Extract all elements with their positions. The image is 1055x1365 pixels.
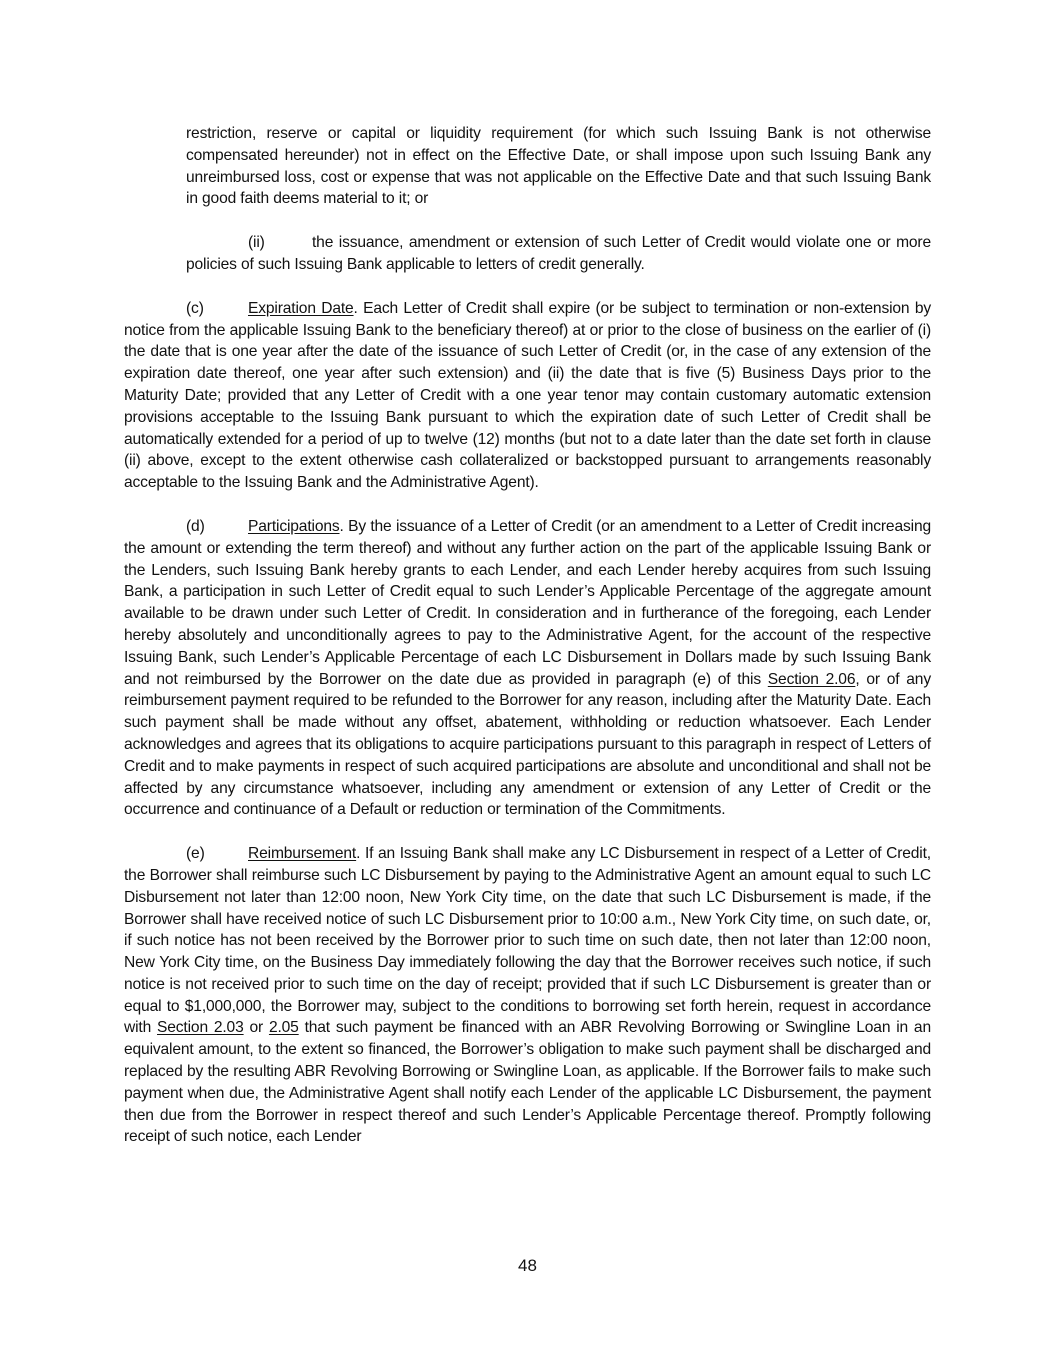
section-e-reference-2: 2.05 bbox=[268, 1019, 299, 1037]
section-d-text-2: , or of any reimbursement payment required to be refunded to the Borrower for any reason, including after the Maturity Date. Each such payment shall be made without any offset, abatement, withholding or reduction whatsoever. Each Lender acknowledges and agrees that its obligations to acquire participations pursuant to this paragraph in respect of Letters of Credit and to make payments in respect of such acquired participations are absolute and unconditional and shall not be affected by any circumstance whatsoever, including any amendment or extension of any Letter of Credit or the occurrence and continuance of a Default or reduction or termination of the Commitments. bbox=[124, 670, 931, 819]
document-body bbox=[124, 123, 931, 1148]
section-e-text-2: or bbox=[243, 1019, 269, 1037]
section-e-heading: Reimbursement bbox=[248, 845, 357, 863]
page-number: 48 bbox=[518, 1256, 537, 1275]
section-e-reference-1: Section 2.03 bbox=[157, 1019, 244, 1037]
section-d-heading: Participations bbox=[248, 517, 340, 535]
item-ii-label: (ii) bbox=[248, 234, 265, 252]
item-ii-paragraph bbox=[186, 232, 931, 276]
section-c-paragraph bbox=[124, 298, 931, 494]
section-d-reference: Section 2.06 bbox=[767, 670, 856, 688]
section-c-label: (c) bbox=[186, 299, 204, 317]
section-c-heading: Expiration Date bbox=[248, 299, 354, 317]
continuation-paragraph: restriction, reserve or capital or liquidity requirement (for which such Issuing Bank is not otherwise compensated hereunder) not in effect on the Effective Date, or shall impose upon such Issuing Bank any unreimbursed loss, cost or expense that was not applicable on the Effective Date and that such Issuing Bank in good faith deems material to it; or bbox=[186, 125, 931, 208]
section-e-paragraph bbox=[124, 843, 931, 1148]
item-ii-text: the issuance, amendment or extension of such Letter of Credit would violate one or more policies of such Issuing Bank applicable to letters of credit generally. bbox=[186, 234, 931, 273]
section-e-text-3: that such payment be financed with an ABR Revolving Borrowing or Swingline Loan in an equivalent amount, to the extent so financed, the Borrower’s obligation to make such payment shall be discharged and replaced by the resulting ABR Revolving Borrowing or Swingline Loan, as applicable. If the Borrower fails to make such payment when due, the Administrative Agent shall notify each Lender of the applicable LC Disbursement, the payment then due from the Borrower in respect thereof and such Lender’s Applicable Percentage thereof. Promptly following receipt of such notice, each Lender bbox=[124, 1019, 931, 1146]
section-e-label: (e) bbox=[186, 845, 205, 863]
section-d-paragraph bbox=[124, 516, 931, 821]
section-c-text: . Each Letter of Credit shall expire (or be subject to termination or non-extension by notice from the applicable Issuing Bank to the beneficiary thereof) at or prior to the close of business on the earlier of (i) the date that is one year after the date of the issuance of such Letter of Credit (or, in the case of any extension of the expiration date thereof, one year after such extension) and (ii) the date that is five (5) Business Days prior to the Maturity Date; provided that any Letter of Credit with a one year tenor may contain customary automatic extension provisions acceptable to the Issuing Bank pursuant to which the expiration date of such Letter of Credit shall be automatically extended for a period of up to twelve (12) months (but not to a date later than the date set forth in clause (ii) above, except to the extent otherwise cash collateralized or backstopped pursuant to arrangements reasonably acceptable to the Issuing Bank and the Administrative Agent). bbox=[124, 299, 931, 492]
section-d-label: (d) bbox=[186, 517, 205, 535]
section-d-text-1: . By the issuance of a Letter of Credit (or an amendment to a Letter of Credit increasing the amount or extending the term thereof) and without any further action on the part of the applicable Issuing Bank or the Lenders, such Issuing Bank hereby grants to each Lender, and each Lender hereby acquires from such Issuing Bank, a participation in such Letter of Credit equal to such Lender’s Applicable Percentage of the aggregate amount available to be drawn under such Letter of Credit. In consideration and in furtherance of the foregoing, each Lender hereby absolutely and unconditionally agrees to pay to the Administrative Agent, for the account of the respective Issuing Bank, such Lender’s Applicable Percentage of each LC Disbursement in Dollars made by such Issuing Bank and not reimbursed by the Borrower on the date due as provided in paragraph (e) of this bbox=[124, 517, 931, 688]
section-e-text-1: . If an Issuing Bank shall make any LC Disbursement in respect of a Letter of Credit, the Borrower shall reimburse such LC Disbursement by paying to the Administrative Agent an amount equal to such LC Disbursement not later than 12:00 noon, New York City time, on the date that such LC Disbursement is made, if the Borrower shall have received notice of such LC Disbursement prior to 10:00 a.m., New York City time, on such date, or, if such notice has not been received by the Borrower prior to such time on such date, then not later than 12:00 noon, New York City time, on the Business Day immediately following the day that the Borrower receives such notice, if such notice is not received prior to such time on the day of receipt; provided that if such LC Disbursement is greater than or equal to $1,000,000, the Borrower may, subject to the conditions to borrowing set forth herein, request in accordance with bbox=[124, 845, 931, 1037]
